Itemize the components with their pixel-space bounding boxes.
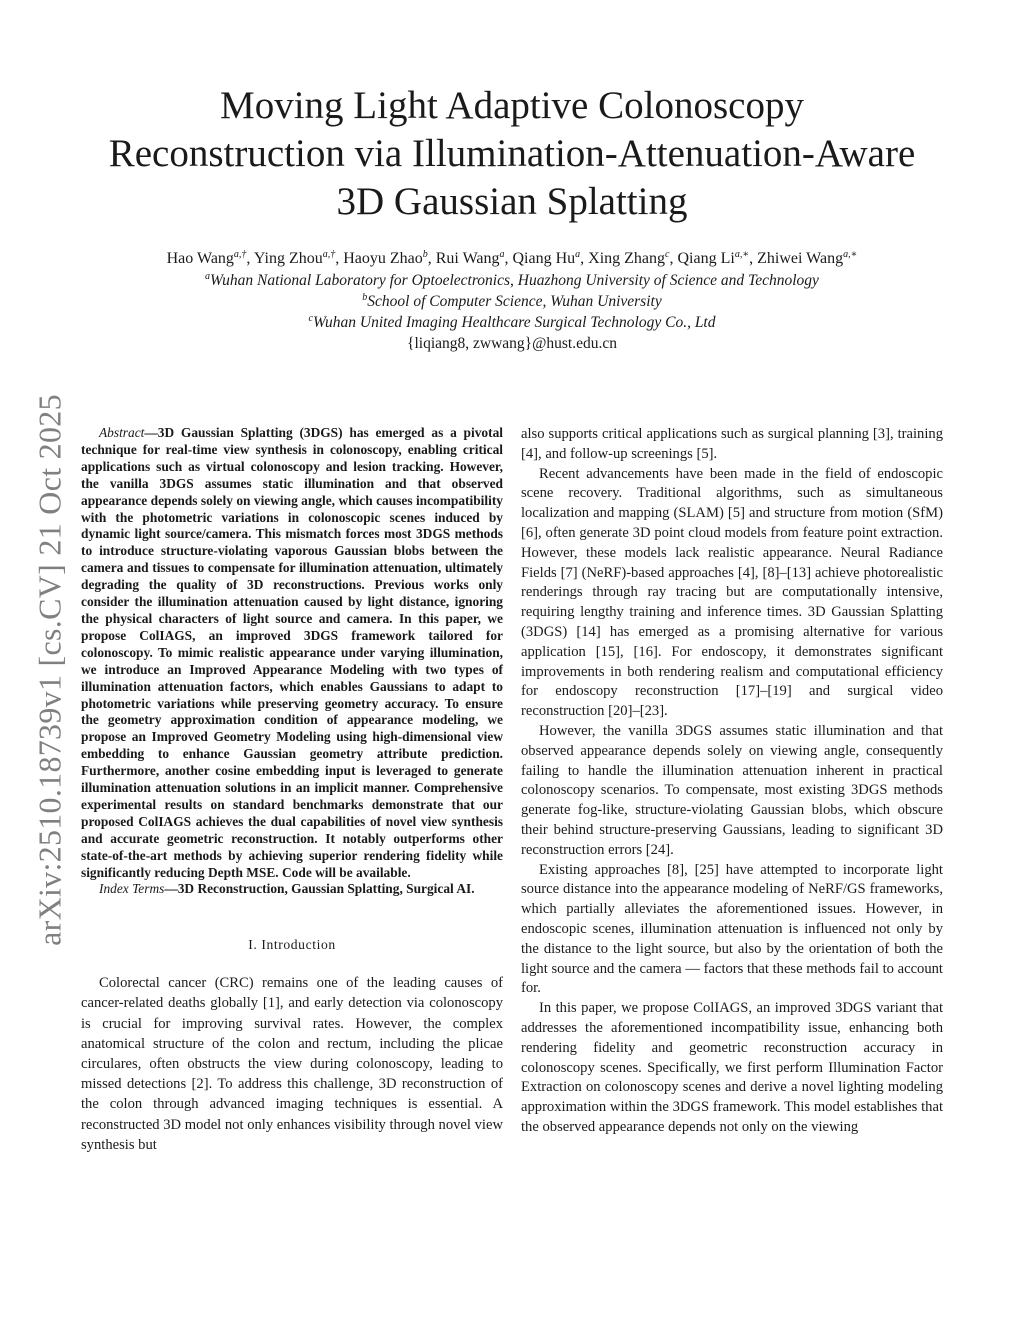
index-terms-text: —3D Reconstruction, Gaussian Splatting, Surgical AI. xyxy=(164,881,475,897)
body-paragraph: also supports critical applications such as surgical planning [3], training [4], and follow-up screenings [5]. xyxy=(521,426,943,462)
author-name: Qiang Li xyxy=(677,250,735,267)
author-name: Zhiwei Wang xyxy=(757,250,844,267)
body-paragraph: In this paper, we propose ColIAGS, an improved 3DGS variant that addresses the aforementioned incompatibility issue, enhancing both rendering fidelity and geometric reconstruction accuracy in colonoscopy scenes. Specifically, we first perform Illumination Factor Extraction on colonoscopy scenes and derive a novel lighting modeling approximation within the 3DGS framework. This model establishes that the observed appearance depends not only on the viewing xyxy=(521,1000,943,1135)
author-name: Hao Wang xyxy=(166,250,234,267)
author-affiliation-mark: a,† xyxy=(322,249,336,260)
body-paragraph: Existing approaches [8], [25] have attempted to incorporate light source distance into the appearance modeling of NeRF/GS frameworks, which partially alleviates the aforementioned issues. However, in endoscopic scenes, illumination attenuation is influenced not only by the distance to the light source, but also by the orientation of both the light source and the camera — factors that these methods fail to account for. xyxy=(521,861,943,997)
title-line-2: Reconstruction via Illumination-Attenuation-Aware xyxy=(108,132,916,175)
author-affiliation-mark: a xyxy=(575,249,581,260)
paper-title xyxy=(60,82,964,226)
body-paragraph: However, the vanilla 3DGS assumes static illumination and that observed appearance depends solely on viewing angle, consequently failing to handle the illumination attenuation inherent in practical colonoscopy scenarios. To compensate, most existing 3DGS methods generate fog-like, structure-violating Gaussian blobs, which obscure their behind structure-preserving Gaussians, leading to significant 3D reconstruction errors [24]. xyxy=(521,722,943,858)
author-affiliation-mark: a,∗ xyxy=(734,249,750,260)
author-list: Hao Wang$^{a,\dagger}$, Ying Zhou$^{a,\dagger}$, Haoyu Zhao$^b$, Rui Wang$^a$, Qiang Hu$^a$, Xing Zhang$^c$, Qiang $Li^{a,∗}$, Zhiwei Wang$^{a,∗}$ xyxy=(166,249,858,267)
abstract-text: —3D Gaussian Splatting (3DGS) has emerged as a pivotal technique for real-time view synthesis in colonoscopy, enabling critical applications such as virtual colonoscopy and lesion tracking. However, the vanilla 3DGS assumes static illumination and that observed appearance depends solely on viewing angle, which causes incompatibility with the photometric variations in colonoscopic scenes induced by dynamic light source/camera. This mismatch forces most 3DGS methods to introduce structure-violating vaporous Gaussian blobs between the camera and tissues to compensate for illumination attenuation, ultimately degrading the quality of 3D reconstructions. Previous works only consider the illumination attenuation caused by light distance, ignoring the physical characters of light source and camera. In this paper, we propose ColIAGS, an improved 3DGS framework tailored for colonoscopy. To mimic realistic appearance under varying illumination, we introduce an Improved Appearance Modeling with two types of illumination attenuation factors, which enables Gaussians to adapt to photometric variations while preserving geometry accuracy. To ensure the geometry approximation condition of appearance modeling, we propose an Improved Geometry Modeling using high-dimensional view embedding to enhance Gaussian geometry attribute prediction. Furthermore, another cosine embedding input is leveraged to generate illumination attenuation solutions in an implicit manner. Comprehensive experimental results on standard benchmarks demonstrate that our proposed ColIAGS achieves the dual capabilities of novel view synthesis and accurate geometric reconstruction. It notably outperforms other state-of-the-art methods by achieving superior rendering fidelity while significantly reducing Depth MSE. Code will be available. xyxy=(81,425,503,880)
right-column xyxy=(521,425,943,1138)
title-line-1: Moving Light Adaptive Colonoscopy xyxy=(220,84,804,127)
author-name: Qiang Hu xyxy=(512,250,576,267)
affiliation-mark: c xyxy=(308,313,313,324)
affiliation-text: Wuhan United Imaging Healthcare Surgical Technology Co., Ltd xyxy=(312,314,716,331)
section-heading-introduction: I. Introduction xyxy=(248,937,336,953)
arxiv-identifier-stamp xyxy=(30,375,70,965)
author-affiliation-mark: c xyxy=(665,249,670,260)
author-name: Ying Zhou xyxy=(253,250,323,267)
author-affiliation-mark: a,† xyxy=(233,249,247,260)
index-terms-label: Index Terms xyxy=(99,881,165,897)
affiliation-text: Wuhan National Laboratory for Optoelectronics, Huazhong University of Science and Technology xyxy=(210,272,819,289)
affiliation-mark: b xyxy=(362,292,368,303)
author-affiliation-mark: b xyxy=(422,249,428,260)
affiliation-a xyxy=(60,270,964,291)
author-affiliation-mark: a xyxy=(499,249,505,260)
title-line-3: 3D Gaussian Splatting xyxy=(336,180,688,223)
body-paragraph: Colorectal cancer (CRC) remains one of the leading causes of cancer-related deaths globally [1], and early detection via colonoscopy is crucial for improving survival rates. However, the complex anatomical structure of the colon and rectum, including the plicae circulares, often obstructs the view during colonoscopy, leading to missed detections [2]. To address this challenge, 3D reconstruction of the colon through advanced imaging techniques is essential. A reconstructed 3D model not only enhances visibility through novel view synthesis but xyxy=(81,975,503,1153)
author-block xyxy=(60,248,964,354)
affiliation-text: School of Computer Science, Wuhan University xyxy=(367,293,662,310)
body-paragraph: Recent advancements have been made in the field of endoscopic scene recovery. Traditional algorithms, such as simultaneous localization and mapping (SLAM) [5] and structure from motion (SfM) [6], often generate 3D point cloud models from feature point extraction. However, these models lack realistic appearance. Neural Radiance Fields [7] (NeRF)-based approaches [4], [8]–[13] achieve photorealistic renderings through ray tracing but are computationally intensive, requiring lengthy training and inference times. 3D Gaussian Splatting (3DGS) [14] has emerged as a promising alternative for various application [15], [16]. For endoscopy, it demonstrates significant improvements in both rendering realism and computational efficiency for endoscopy reconstruction [17]–[19] and surgical video reconstruction [20]–[23]. xyxy=(521,465,943,720)
affiliation-mark: a xyxy=(205,271,211,282)
author-name: Xing Zhang xyxy=(588,250,666,267)
abstract xyxy=(81,425,503,881)
abstract-label: Abstract xyxy=(99,425,145,440)
author-name: Rui Wang xyxy=(435,250,500,267)
index-terms xyxy=(81,881,503,898)
affiliation-b xyxy=(60,291,964,312)
left-column xyxy=(81,425,503,1155)
arxiv-identifier-text: arXiv:2510.18739v1 [cs.CV] 21 Oct 2025 xyxy=(31,394,68,946)
author-affiliation-mark: a,∗ xyxy=(843,249,858,260)
author-name: Haoyu Zhao xyxy=(343,250,423,267)
affiliation-c xyxy=(60,312,964,333)
contact-email: {liqiang8, zwwang}@hust.edu.cn xyxy=(407,335,617,352)
